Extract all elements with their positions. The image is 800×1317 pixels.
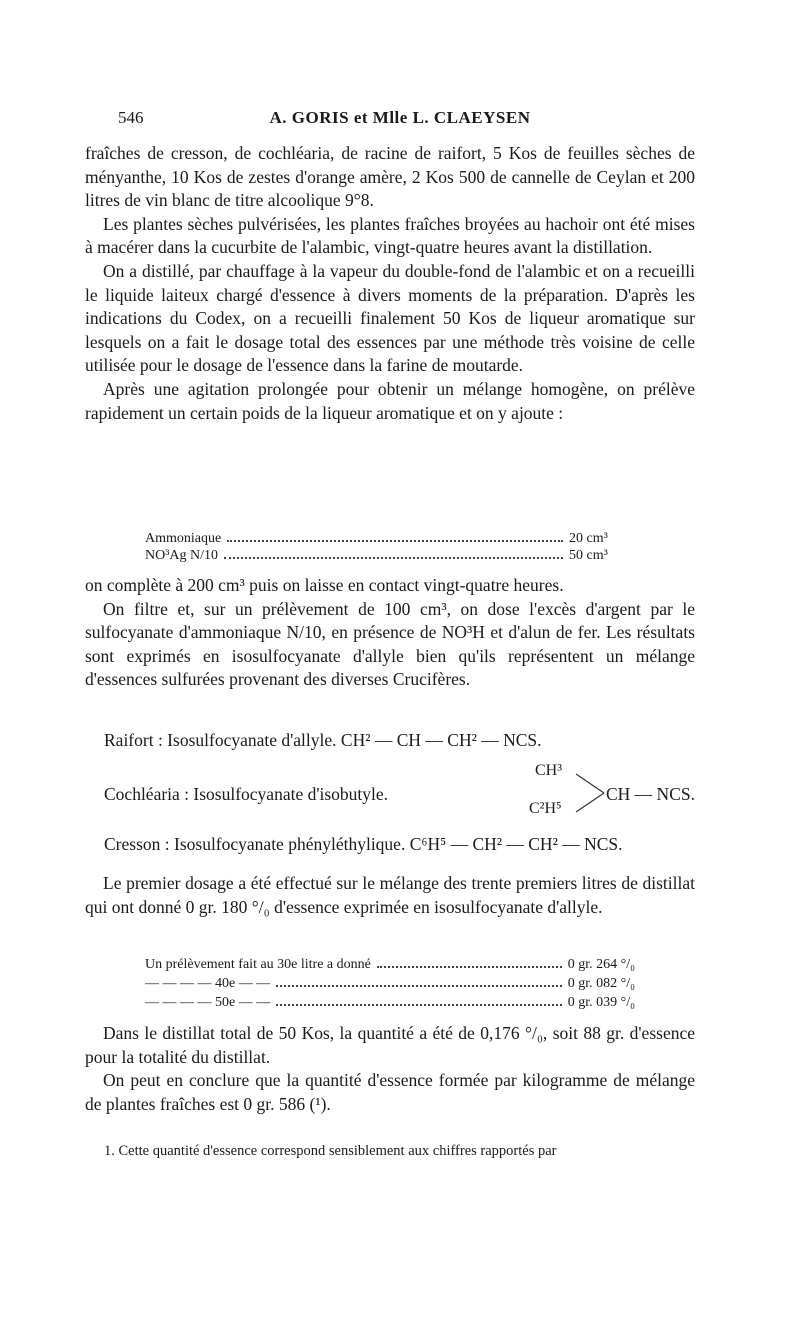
paragraph: Le premier dosage a été effectué sur le mélange des trente premiers litres de distillat qui ont donné 0 gr. 180 °/₀ d'essence exprimée en isosulfocyanate d'allyle.: [85, 873, 695, 917]
paragraph: On filtre et, sur un prélèvement de 100 cm³, on dose l'excès d'argent par le sulfocyanate d'ammoniaque N/10, en présence de NO³H et d'alun de fer. Les résultats sont exprimés en isosulfocyanate d'allyle bien qu'ils représentent un mélange d'essences sulfurées provenant des diverses Crucifères.: [85, 598, 695, 690]
paragraph: Après une agitation prolongée pour obtenir un mélange homogène, on prélève rapidement un certain poids de la liqueur aromatique et on y ajoute :: [85, 378, 695, 423]
reagent-name: NO³Ag N/10: [145, 548, 219, 563]
reagent-list: [145, 530, 625, 564]
sample-value: 0 gr. 039 °/₀: [567, 995, 635, 1010]
running-title: A. GORIS et Mlle L. CLAEYSEN: [269, 108, 531, 127]
sample-value: 0 gr. 264 °/₀: [567, 957, 635, 972]
dot-leader: [224, 557, 563, 559]
dot-leader: [276, 1004, 562, 1006]
paragraph: On a distillé, par chauffage à la vapeur du double-fond de l'alambic et on a recueilli le liquide laiteux chargé d'essence à divers moments de la préparation. D'après les indications du Codex, on a recueilli finalement 50 Kos de liqueur aromatique sur lesquels on a fait le dosage total des essences par une méthode très voisine de celle utilisée pour le dosage de l'essence dans la farine de moutarde.: [85, 260, 695, 376]
body-text-end: [85, 1022, 695, 1116]
sample-label: — — — — 50e — —: [145, 995, 271, 1010]
reagent-name: Ammoniaque: [145, 531, 222, 546]
paragraph: fraîches de cresson, de cochléaria, de racine de raifort, 5 Kos de feuilles sèches de ményanthe, 10 Kos de zestes d'orange amère, 2 Kos 500 de cannelle de Ceylan et 200 litres de vin blanc de titre alcoolique 9°8.: [85, 143, 695, 211]
footnote: 1. Cette quantité d'essence correspond sensiblement aux chiffres rapportés par: [104, 1143, 557, 1159]
sample-value: 0 gr. 082 °/₀: [567, 976, 635, 991]
dot-leader: [227, 540, 563, 542]
dot-leader: [377, 966, 562, 968]
formula-right: CH — NCS.: [606, 784, 695, 804]
page-header: [0, 108, 800, 132]
dot-leader: [276, 985, 562, 987]
body-text-dosage: [85, 872, 695, 919]
reagent-row: [145, 530, 625, 547]
formula-cochlearia: [104, 762, 704, 822]
body-text-mid: [85, 574, 695, 692]
paragraph: Dans le distillat total de 50 Kos, la quantité a été de 0,176 °/₀, soit 88 gr. d'essence pour la totalité du distillat.: [85, 1023, 695, 1067]
reagent-value: 20 cm³: [569, 531, 608, 546]
reagent-value: 50 cm³: [569, 548, 608, 563]
formula-label: Cochléaria : Isosulfocyanate d'isobutyle.: [104, 784, 389, 804]
formula-lower-group: C²H⁵: [529, 800, 562, 817]
sample-row: [145, 955, 635, 974]
sample-list: [145, 955, 635, 1012]
sample-label: — — — — 40e — —: [145, 976, 271, 991]
paragraph: Les plantes sèches pulvérisées, les plantes fraîches broyées au hachoir ont été mises à macérer dans la cucurbite de l'alambic, vingt-quatre heures avant la distillation.: [85, 213, 695, 258]
page-number: 546: [118, 108, 144, 127]
formula-cresson: Cresson : Isosulfocyanate phényléthylique. C⁶H⁵ — CH² — CH² — NCS.: [104, 834, 623, 854]
reagent-row: [145, 547, 625, 564]
sample-label: Un prélèvement fait au 30e litre a donné: [145, 957, 371, 972]
paragraph: on complète à 200 cm³ puis on laisse en contact vingt-quatre heures.: [85, 575, 564, 595]
branch-bond-lines: [574, 770, 608, 816]
body-text-top: [85, 142, 695, 425]
sample-row: [145, 974, 635, 993]
formula-upper-group: CH³: [535, 762, 563, 779]
paragraph: On peut en conclure que la quantité d'essence formée par kilogramme de mélange de plantes fraîches est 0 gr. 586 (¹).: [85, 1070, 695, 1114]
sample-row: [145, 993, 635, 1012]
formula-raifort: Raifort : Isosulfocyanate d'allyle. CH² — CH — CH² — NCS.: [104, 730, 542, 750]
